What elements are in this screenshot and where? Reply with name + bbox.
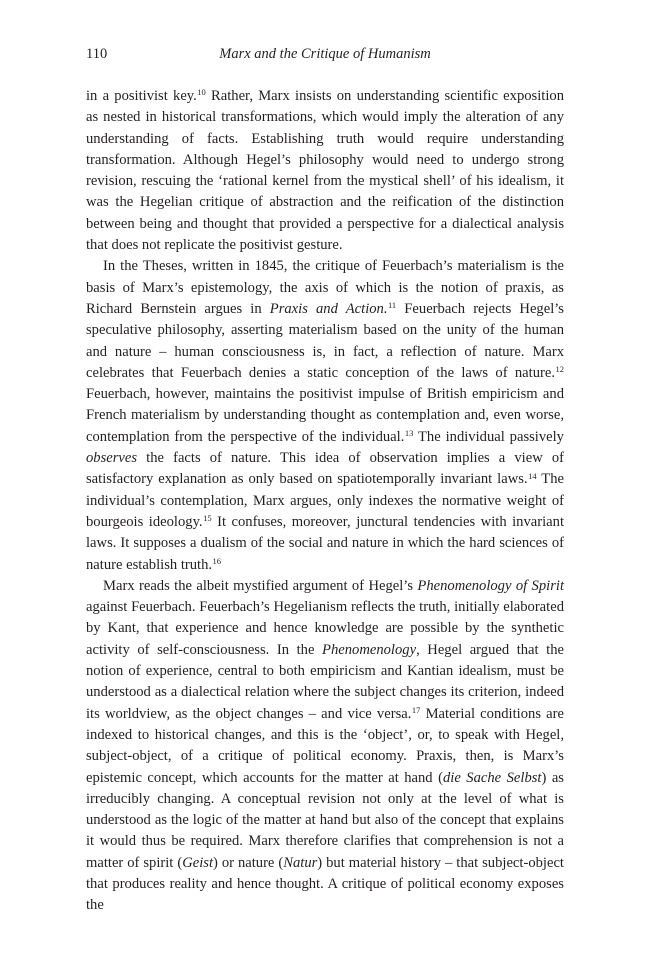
text-run: ) as irreducibly changing. A conceptual revision not only at the level of what is understood as the logic of the matter at hand but also of the concept that explains it would thus be required. Marx therefore clarifies that comprehension is not a matter of spirit (	[86, 769, 564, 871]
italic-text: Praxis and Action.	[269, 300, 388, 317]
italic-text: observes	[86, 450, 138, 467]
body-text	[86, 86, 564, 917]
paragraph-3	[86, 576, 564, 917]
italic-text: Phenomenology of Spirit	[417, 577, 564, 594]
text-run: Material conditions are indexed to historical changes, and this is the ‘object’, or, to speak with Hegel, subject-object, of a critique of political economy. Praxis, then, is Marx’s epistemic concept, which accounts for the matter at hand (	[86, 705, 564, 786]
text-run: Rather, Marx insists on understanding scientific exposition as nested in historical transformations, which would imply the alteration of any understanding of facts. Establishing truth would require understanding transformation. Although Hegel’s philosophy would need to undergo strong revision, rescuing the ‘rational kernel from the mystical shell’ of his idealism, it was the Hegelian critique of abstraction and the reification of the distinction between being and thought that provided a perspective for a dialectical analysis that does not replicate the positivist gesture.	[86, 88, 564, 254]
footnote-ref: 15	[203, 513, 212, 524]
footnote-ref: 10	[197, 87, 206, 98]
italic-text: Natur	[283, 854, 318, 871]
text-run: The individual passively	[413, 428, 564, 445]
text-run: against Feuerbach. Feuerbach’s Hegelianism reflects the truth, initially elaborated by Kant, that experience and hence knowledge are possible by the synthetic activity of self-consciousness. In the	[86, 599, 564, 658]
footnote-ref: 11	[388, 300, 397, 311]
footnote-ref: 12	[555, 364, 564, 375]
italic-text: Phenomenology	[322, 641, 417, 658]
footnote-ref: 17	[411, 704, 421, 715]
paragraph-1	[86, 86, 564, 256]
text-run: Feuerbach, however, maintains the positivist impulse of British empiricism and French materialism by understanding thought as contemplation and, even worse, contemplation from the perspective of the individual.	[86, 386, 564, 445]
italic-text: Geist	[182, 854, 213, 871]
text-run: ) but material history – that subject-object that produces reality and hence thought. A critique of political economy exposes the	[86, 854, 564, 914]
footnote-ref: 16	[212, 555, 222, 566]
running-head	[86, 44, 564, 64]
text-run: in a positivist key.	[86, 88, 197, 104]
text-run: In the Theses, written in 1845, the critique of Feuerbach’s materialism is the basis of Marx’s epistemology, the axis of which is the notion of praxis, as Richard Bernstein argues in	[86, 258, 564, 317]
text-run: , Hegel argued that the notion of experience, central to both empiricism and Kantian idealism, must be understood as a dialectical relation where the subject changes its criterion, indeed its worldview, as the object changes – and vice versa.	[86, 641, 564, 722]
text-run: the facts of nature. This idea of observation implies a view of satisfactory explanation as only based on spatiotemporally invariant laws.	[86, 450, 564, 488]
text-run: ) or nature (	[213, 854, 284, 871]
text-run: The individual’s contemplation, Marx argues, only indexes the normative weight of bourgeois ideology.	[86, 471, 564, 530]
paragraph-2	[86, 256, 564, 575]
text-run: It confuses, moreover, junctural tendencies with invariant laws. It supposes a dualism of the social and nature in which the hard sciences of nature establish truth.	[86, 513, 564, 573]
text-run: Marx reads the albeit mystified argument of Hegel’s	[103, 577, 418, 594]
footnote-ref: 14	[528, 470, 537, 481]
running-title: Marx and the Critique of Humanism	[219, 46, 431, 62]
text-run: Feuerbach rejects Hegel’s speculative philosophy, asserting materialism based on the unity of the human and nature – human consciousness is, in fact, a reflection of nature. Marx celebrates that Feuerbach denies a static conception of the laws of nature.	[86, 300, 564, 381]
footnote-ref: 13	[404, 428, 414, 439]
italic-text: die Sache Selbst	[442, 769, 542, 786]
page-number: 110	[86, 46, 108, 62]
